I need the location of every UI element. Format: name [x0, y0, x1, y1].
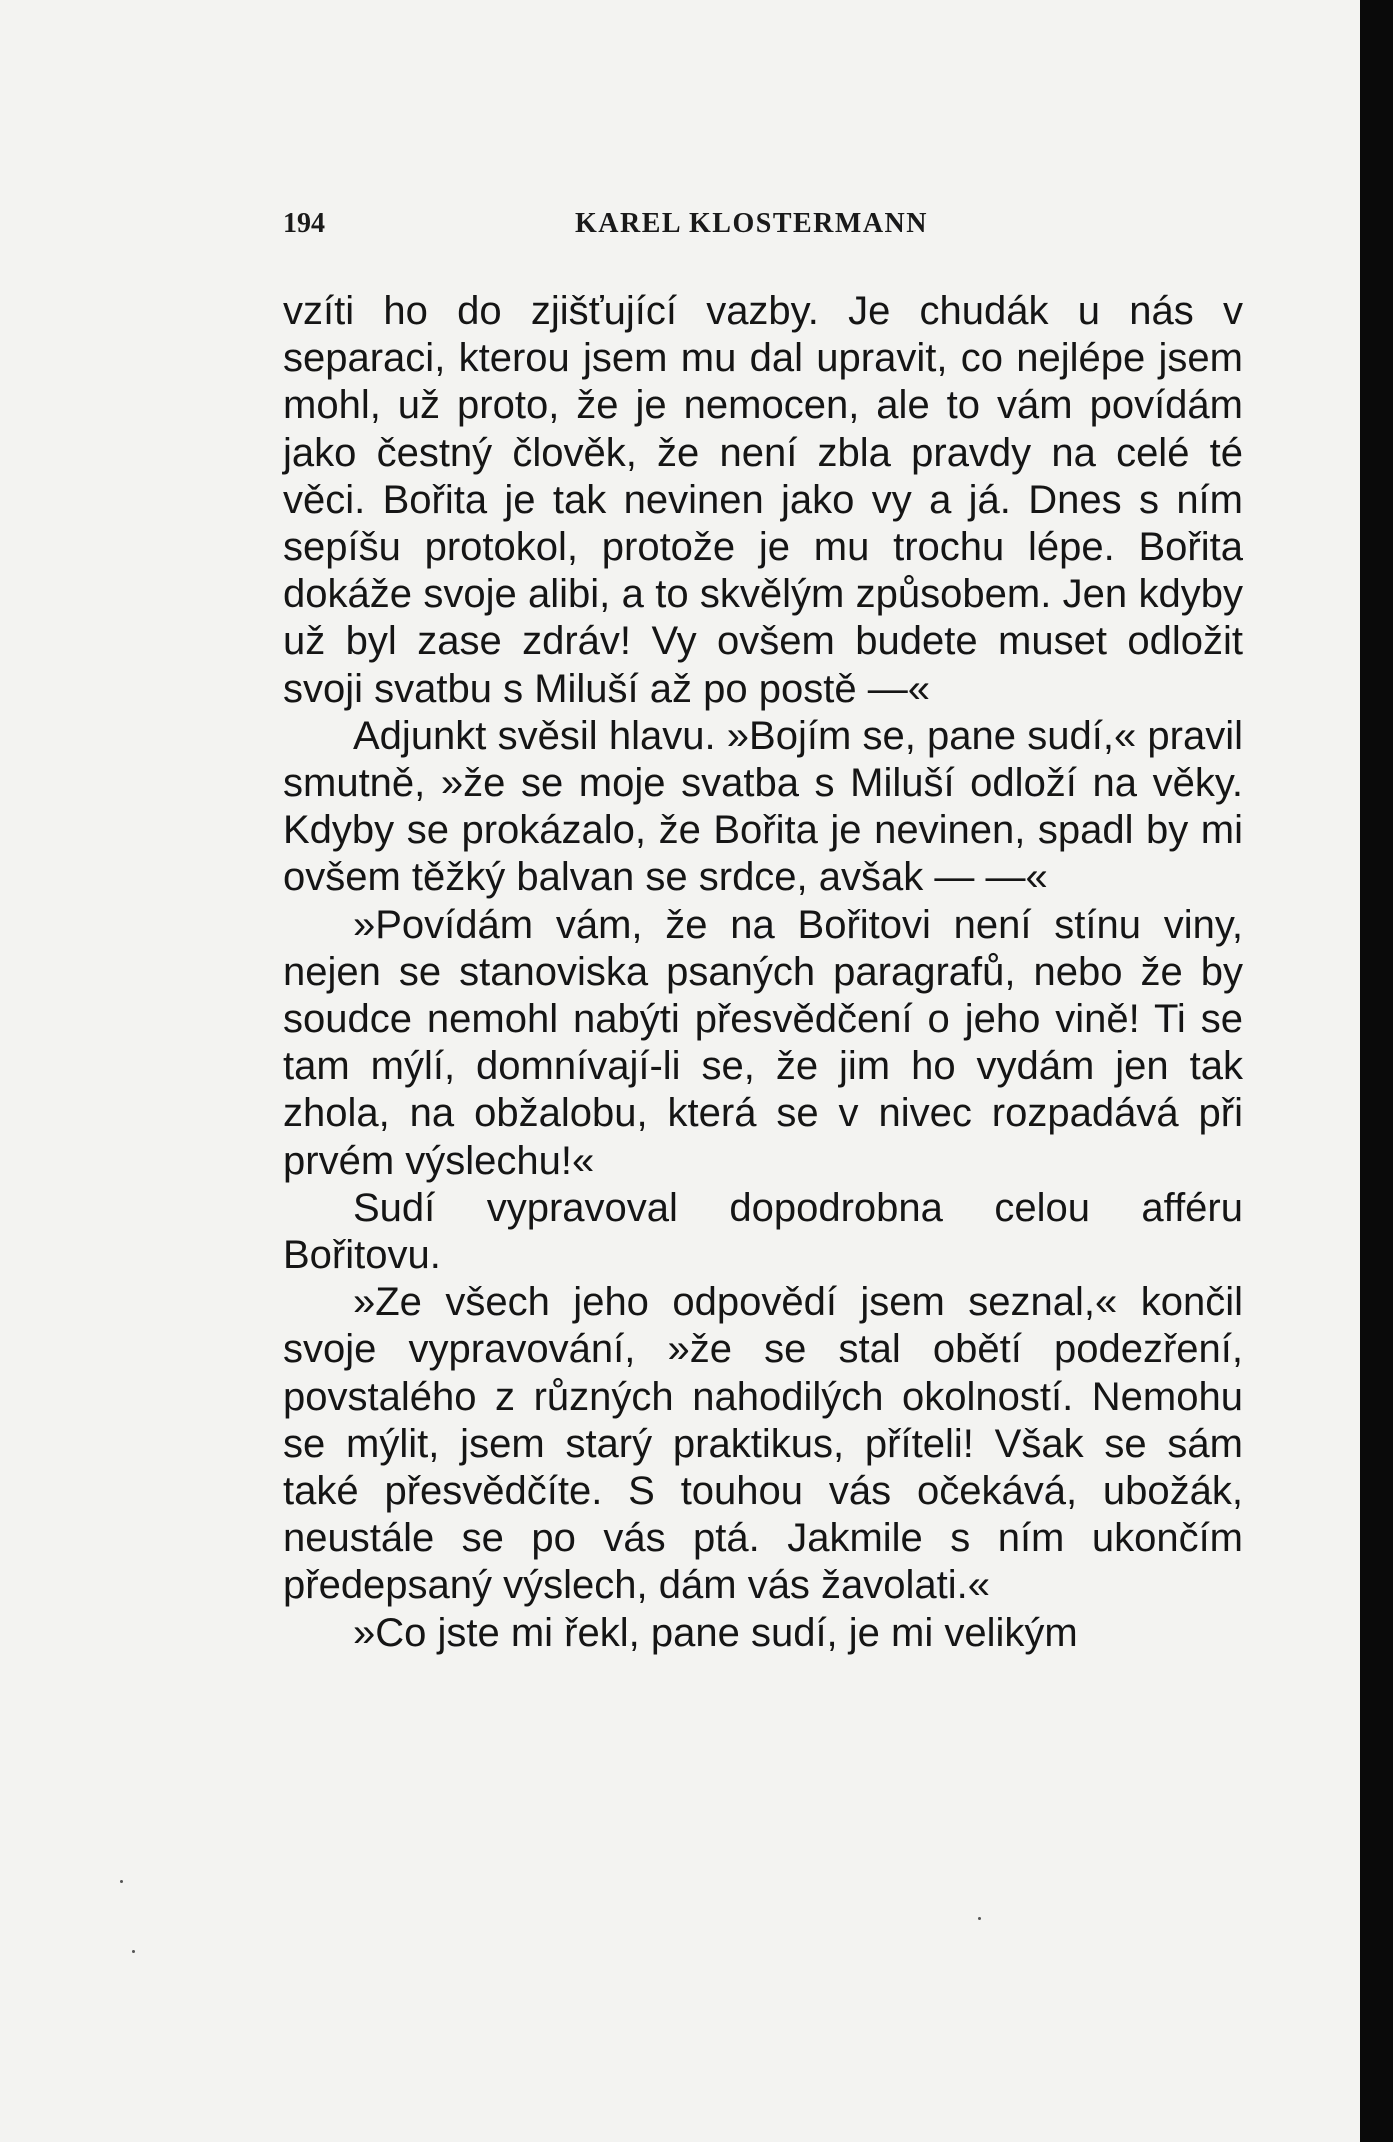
page-header: [283, 208, 1238, 244]
paragraph: »Povídám vám, že na Bořitovi není stínu viny, nejen se stanoviska psaných paragrafů, nebo že by soudce nemohl nabýti přesvědčení o jeho vině! Ti se tam mýlí, domnívají-li se, že jim ho vydám jen tak zhola, na obžalobu, která se v nivec rozpadává při prvém výslechu!«: [283, 902, 1243, 1183]
scan-edge: [1360, 0, 1393, 2142]
paper-speck: [132, 1950, 135, 1953]
paragraph: Sudí vypravoval dopodrobna celou afféru Bořitovu.: [283, 1185, 1243, 1278]
body-text: [283, 288, 1243, 1657]
paper-speck: [978, 1917, 981, 1920]
paragraph: »Ze všech jeho odpovědí jsem seznal,« končil svoje vypravování, »že se stal obětí podezření, povstalého z různých nahodilých okolností. Nemohu se mýlit, jsem starý praktikus, příteli! Však se sám také přesvědčíte. S touhou vás očekává, ubožák, neustále se po vás ptá. Jakmile s ním ukončím předepsaný výslech, dám vás žavolati.«: [283, 1280, 1243, 1608]
paragraph: »Co jste mi řekl, pane sudí, je mi velikým: [353, 1610, 1078, 1655]
paragraph-continuation: vzíti ho do zjišťující vazby. Je chudák u nás v separaci, kterou jsem mu dal upravit, co nejlépe jsem mohl, už proto, že je nemocen, ale to vám povídám jako čestný člověk, že není zbla pravdy na celé té věci. Bořita je tak nevinen jako vy a já. Dnes s ním sepíšu protokol, protože je mu trochu lépe. Bořita dokáže svoje alibi, a to skvělým způsobem. Jen kdyby už byl zase zdráv! Vy ovšem budete muset odložit svoji svatbu s Miluší až po postě —«: [283, 289, 1243, 711]
running-head: KAREL KLOSTERMANN: [575, 208, 928, 239]
paper-speck: [120, 1880, 123, 1883]
page-number: 194: [283, 208, 325, 239]
paragraph: Adjunkt svěsil hlavu. »Bojím se, pane sudí,« pravil smutně, »že se moje svatba s Miluší odloží na věky. Kdyby se prokázalo, že Bořita je nevinen, spadl by mi ovšem těžký balvan se srdce, avšak — —«: [283, 713, 1243, 900]
